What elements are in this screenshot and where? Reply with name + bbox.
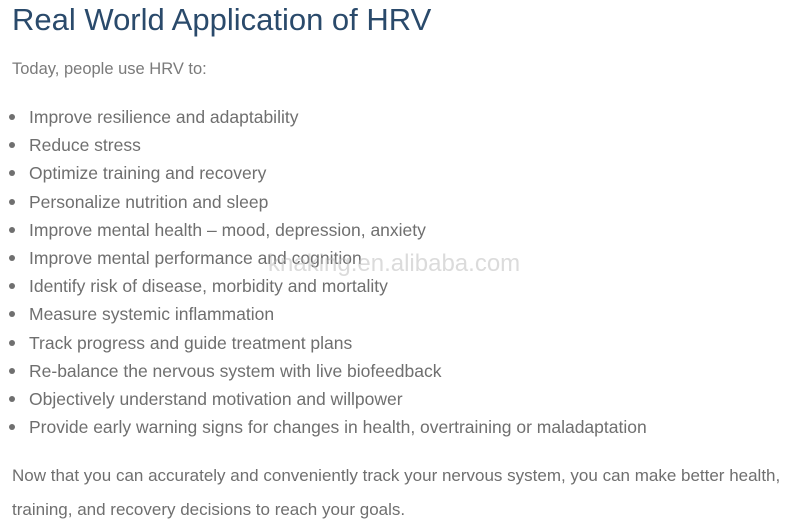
bullet-icon — [9, 368, 15, 374]
page-title: Real World Application of HRV — [12, 2, 432, 37]
bullet-icon — [9, 311, 15, 317]
bullet-icon — [9, 142, 15, 148]
bullet-icon — [9, 424, 15, 430]
list-item — [0, 216, 647, 244]
list-item — [0, 103, 647, 131]
watermark: knaking.en.alibaba.com — [268, 250, 521, 277]
list-item-text: Provide early warning signs for changes in health, overtraining or maladaptation — [29, 417, 647, 438]
list-item — [0, 413, 647, 441]
list-item — [0, 131, 647, 159]
list-item — [0, 357, 647, 385]
closing-paragraph: Now that you can accurately and conveniently track your nervous system, you can make better health, training, and recovery decisions to reach your goals. — [12, 466, 781, 519]
list-item-text: Reduce stress — [29, 135, 141, 156]
list-item — [0, 244, 647, 272]
list-item — [0, 188, 647, 216]
list-item — [0, 329, 647, 357]
hrv-uses-list — [0, 103, 647, 441]
list-item-text: Identify risk of disease, morbidity and mortality — [29, 276, 388, 297]
list-item-text: Re-balance the nervous system with live biofeedback — [29, 360, 442, 381]
intro-text: Today, people use HRV to: — [12, 60, 207, 78]
list-item — [0, 385, 647, 413]
bullet-icon — [9, 227, 15, 233]
list-item-text: Improve mental health – mood, depression, anxiety — [29, 219, 426, 240]
bullet-icon — [9, 283, 15, 289]
bullet-icon — [9, 340, 15, 346]
list-item — [0, 159, 647, 187]
list-item-text: Optimize training and recovery — [29, 163, 267, 184]
bullet-icon — [9, 114, 15, 120]
list-item-text: Measure systemic inflammation — [29, 304, 275, 325]
list-item — [0, 272, 647, 300]
bullet-icon — [9, 396, 15, 402]
list-item — [0, 300, 647, 328]
bullet-icon — [9, 170, 15, 176]
bullet-icon — [9, 199, 15, 205]
list-item-text: Personalize nutrition and sleep — [29, 191, 269, 212]
list-item-text: Track progress and guide treatment plans — [29, 332, 353, 353]
bullet-icon — [9, 255, 15, 261]
list-item-text: Objectively understand motivation and willpower — [29, 388, 403, 409]
list-item-text: Improve mental performance and cognition — [29, 247, 362, 268]
list-item-text: Improve resilience and adaptability — [29, 107, 299, 127]
